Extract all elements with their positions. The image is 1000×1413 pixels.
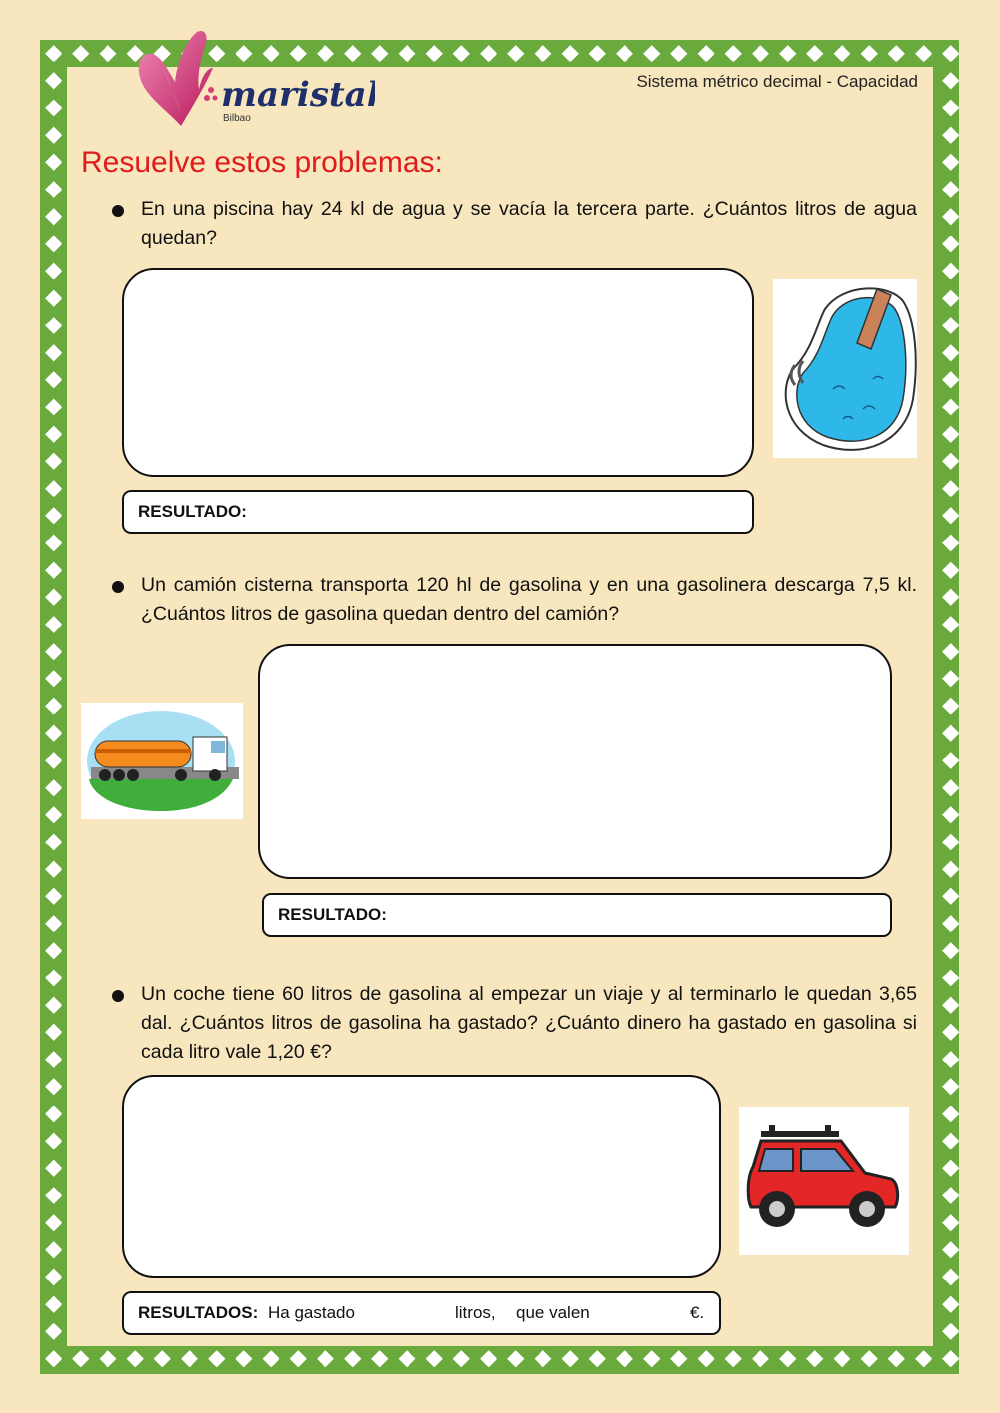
problem-3-result-field[interactable]: [122, 1291, 721, 1335]
problem-3-text: Un coche tiene 60 litros de gasolina al empezar un viaje y al terminarlo le quedan 3,65 dal. ¿Cuántos litros de gasolina ha gastado? ¿Cuánto dinero ha gastado en gasolina si cada litro vale 1,20 €?: [141, 983, 917, 1063]
problem-3-answer-area[interactable]: [122, 1075, 721, 1278]
brand-subtitle: Bilbao: [223, 113, 251, 124]
swimming-pool-icon: [773, 279, 917, 458]
problem-1-text: En una piscina hay 24 kl de agua y se vacía la tercera parte. ¿Cuántos litros de agua quedan?: [141, 198, 917, 249]
problem-1-result-field[interactable]: [122, 490, 754, 534]
result-text-cost: que valen: [516, 1303, 590, 1322]
result-label: RESULTADO:: [278, 905, 387, 924]
maristak-logo: [135, 28, 375, 130]
problem-2-text: Un camión cisterna transporta 120 hl de gasolina y en una gasolinera descarga 7,5 kl. ¿Cuántos litros de gasolina quedan dentro del camión?: [141, 574, 917, 625]
result-label: RESULTADOS:: [138, 1303, 259, 1322]
heart-logo-icon: [135, 28, 375, 130]
bullet-icon: [112, 205, 124, 217]
result-text-euro: €.: [690, 1303, 705, 1322]
brand-name: maristak: [221, 75, 375, 115]
red-car-image: [739, 1107, 909, 1255]
result-text-spent: Ha gastado: [268, 1303, 355, 1322]
tanker-truck-image: [81, 703, 243, 819]
problem-1-answer-area[interactable]: [122, 268, 754, 477]
subject-header: Sistema métrico decimal - Capacidad: [636, 72, 918, 91]
red-car-icon: [739, 1107, 909, 1255]
tanker-truck-icon: [81, 703, 243, 819]
swimming-pool-image: [773, 279, 917, 458]
bullet-icon: [112, 990, 124, 1002]
problem-2-result-field[interactable]: [262, 893, 892, 937]
result-text-liters: litros,: [455, 1303, 496, 1322]
bullet-icon: [112, 581, 124, 593]
problem-2-answer-area[interactable]: [258, 644, 892, 879]
result-label: RESULTADO:: [138, 502, 247, 521]
page-title: Resuelve estos problemas:: [81, 146, 443, 179]
